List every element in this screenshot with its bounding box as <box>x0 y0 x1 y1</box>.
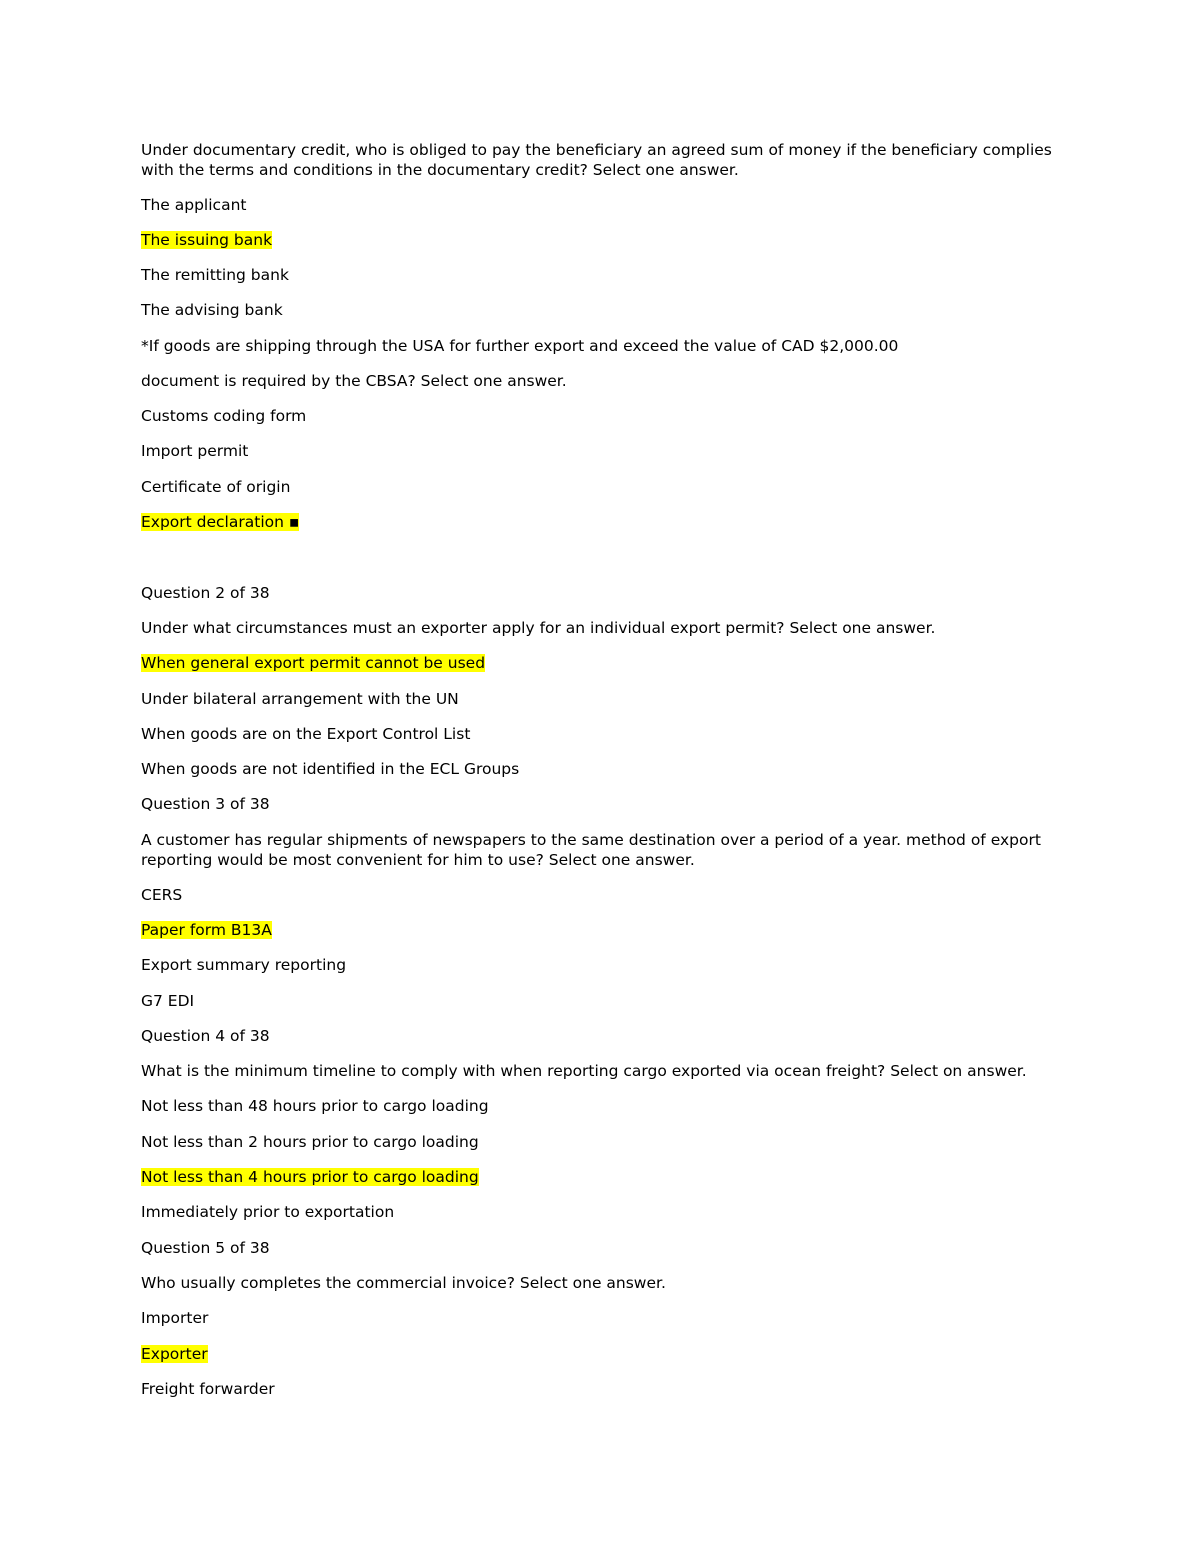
answer-option-correct: Exporter <box>141 1345 208 1363</box>
answer-option: The advising bank <box>141 301 283 319</box>
answer-option: Not less than 48 hours prior to cargo loading <box>141 1097 489 1115</box>
question-text: Who usually completes the commercial invoice? Select one answer. <box>141 1274 666 1292</box>
answer-option: When goods are not identified in the ECL Groups <box>141 760 520 778</box>
answer-option: Customs coding form <box>141 407 307 425</box>
answer-option-correct: Paper form B13A <box>141 921 272 939</box>
answer-option-correct: Not less than 4 hours prior to cargo loading <box>141 1168 479 1186</box>
answer-option: The applicant <box>141 196 247 214</box>
answer-option: When goods are on the Export Control List <box>141 725 471 743</box>
answer-option: Export summary reporting <box>141 956 347 974</box>
question-text: Under documentary credit, who is obliged to pay the beneficiary an agreed sum of money if the beneficiary complies with the terms and conditions in the documentary credit? Select one answer. <box>141 141 1052 179</box>
answer-option: Immediately prior to exportation <box>141 1203 395 1221</box>
question-heading: Question 5 of 38 <box>141 1239 270 1257</box>
question-heading: Question 2 of 38 <box>141 584 270 602</box>
question-heading: Question 4 of 38 <box>141 1027 270 1045</box>
answer-option: The remitting bank <box>141 266 289 284</box>
answer-option: Import permit <box>141 442 249 460</box>
question-text: What is the minimum timeline to comply with when reporting cargo exported via ocean freight? Select on answer. <box>141 1062 1027 1080</box>
question-text: Under what circumstances must an exporter apply for an individual export permit? Select one answer. <box>141 619 936 637</box>
question-text: document is required by the CBSA? Select one answer. <box>141 372 567 390</box>
question-text: A customer has regular shipments of newspapers to the same destination over a period of a year. method of export reporting would be most convenient for him to use? Select one answer. <box>141 831 1041 869</box>
answer-option-correct: The issuing bank <box>141 231 273 249</box>
answer-option-correct: Export declaration ▪ <box>141 513 300 531</box>
answer-option: Freight forwarder <box>141 1380 275 1398</box>
answer-option: Not less than 2 hours prior to cargo loading <box>141 1133 479 1151</box>
answer-option: CERS <box>141 886 183 904</box>
answer-option: Importer <box>141 1309 209 1327</box>
answer-option: G7 EDI <box>141 992 195 1010</box>
question-heading: Question 3 of 38 <box>141 795 270 813</box>
answer-option: Under bilateral arrangement with the UN <box>141 690 459 708</box>
answer-option-correct: When general export permit cannot be used <box>141 654 486 672</box>
answer-option: Certificate of origin <box>141 478 291 496</box>
question-text: *If goods are shipping through the USA for further export and exceed the value of CAD $2,000.00 <box>141 337 899 355</box>
